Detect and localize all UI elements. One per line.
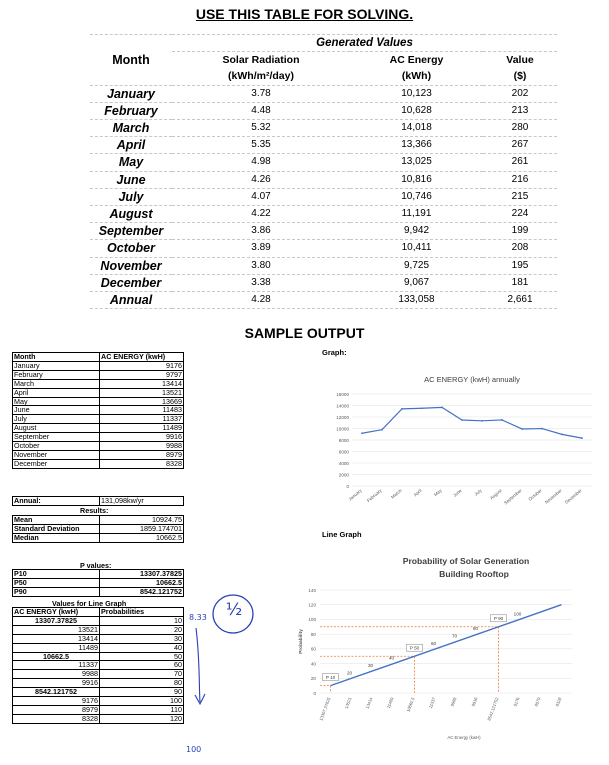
line-value-prob: 30 <box>100 634 184 643</box>
line-value-prob: 40 <box>100 643 184 652</box>
chart1-point <box>361 432 363 434</box>
pvalues-table <box>12 569 184 597</box>
pvalue-value: 10662.5 <box>100 578 184 587</box>
chart2-point-label: 100 <box>513 611 522 617</box>
solar-radiation-cell: 4.28 <box>172 292 350 309</box>
page-title: USE THIS TABLE FOR SOLVING. <box>195 6 414 22</box>
results-key: Standard Deviation <box>13 524 100 533</box>
chart1-point <box>541 428 543 430</box>
line-value-energy: 8328 <box>13 714 100 723</box>
results-value: 10662.5 <box>100 533 184 542</box>
value-cell: 2,661 <box>483 292 557 309</box>
month-cell: December <box>90 274 172 291</box>
chart2-ytick-label: 0 <box>313 690 316 696</box>
ac-energy-cell: 9,725 <box>350 257 483 274</box>
line-value-prob: 90 <box>100 688 184 697</box>
pvalue-value: 13307.37825 <box>100 570 184 579</box>
results-row <box>13 524 184 533</box>
month-cell: September <box>90 223 172 240</box>
line-value-prob: 60 <box>100 661 184 670</box>
chart2-xtick-label: 13307.37825 <box>318 696 332 722</box>
chart2-point-label: 80 <box>472 626 479 632</box>
line-value-energy: 10662.5 <box>13 652 100 661</box>
sample-month-cell: May <box>13 397 100 406</box>
chart1-title: AC ENERGY (kwH) annually <box>424 375 520 384</box>
sample-month-cell: March <box>13 379 100 388</box>
month-cell: October <box>90 240 172 257</box>
solar-radiation-cell: 3.86 <box>172 223 350 240</box>
ac-energy-cell: 13,366 <box>350 137 483 154</box>
sample-month-cell: October <box>13 442 100 451</box>
chart2-series-line <box>331 605 562 686</box>
value-cell: 181 <box>483 274 557 291</box>
chart1-point <box>401 408 403 410</box>
chart2-ytick-label: 120 <box>308 602 316 608</box>
chart1-xtick-label: October <box>527 487 543 502</box>
gen-table-row <box>90 274 557 291</box>
line-value-prob: 20 <box>100 625 184 634</box>
value-cell: 215 <box>483 188 557 205</box>
gen-table-row <box>90 137 557 154</box>
month-cell: January <box>90 85 172 102</box>
gen-table-row <box>90 206 557 223</box>
chart2-point-label: P 90 <box>493 615 504 621</box>
month-cell: Annual <box>90 292 172 309</box>
chart1-ytick-label: 8000 <box>338 437 349 443</box>
ac-energy-cell: 10,746 <box>350 188 483 205</box>
line-value-energy: 9176 <box>13 697 100 706</box>
line-value-energy: 8542.121752 <box>13 688 100 697</box>
chart2-xtick-label: 9988 <box>449 696 458 708</box>
chart2-ytick-label: 100 <box>308 617 316 623</box>
group-title: Generated Values <box>172 35 557 52</box>
pvalue-value: 8542.121752 <box>100 587 184 596</box>
chart1-ytick-label: 4000 <box>338 460 349 466</box>
chart2-point-label: P 50 <box>409 645 420 651</box>
handwritten-half: ½ <box>225 600 243 620</box>
sample-month-row <box>13 406 184 415</box>
line-value-row <box>13 625 184 634</box>
month-cell: November <box>90 257 172 274</box>
chart1-xtick-label: September <box>502 487 523 506</box>
sample-month-cell: June <box>13 406 100 415</box>
handwritten-note-100: 100 <box>186 745 202 754</box>
value-cell: 202 <box>483 85 557 102</box>
col-month-header: Month <box>90 35 172 86</box>
line-value-prob: 10 <box>100 616 184 625</box>
chart2-point-label: P 10 <box>325 674 336 680</box>
solar-radiation-cell: 3.80 <box>172 257 350 274</box>
chart2-ytick-label: 60 <box>310 646 316 652</box>
sample-month-cell: December <box>13 459 100 468</box>
ac-energy-cell: 10,123 <box>350 85 483 102</box>
solar-radiation-cell: 4.22 <box>172 206 350 223</box>
value-cell: 208 <box>483 240 557 257</box>
ac-energy-cell: 11,191 <box>350 206 483 223</box>
results-value: 1859.174701 <box>100 524 184 533</box>
chart2-ytick-label: 40 <box>310 661 316 667</box>
sample-month-row <box>13 415 184 424</box>
line-value-energy: 11337 <box>13 661 100 670</box>
sample-month-cell: January <box>13 361 100 370</box>
handwritten-note-833: 8.33 <box>189 613 207 622</box>
results-row <box>13 533 184 542</box>
sample-energy-cell: 13669 <box>100 397 184 406</box>
sample-output-title: SAMPLE OUTPUT <box>244 325 365 341</box>
chart2-point-label: 40 <box>388 655 395 661</box>
line-value-row <box>13 661 184 670</box>
ac-energy-cell: 10,816 <box>350 171 483 188</box>
col-sr-unit: (kWh/m²/day) <box>172 68 350 85</box>
generated-values-table <box>90 34 557 309</box>
chart2-xtick-label: 11337 <box>427 696 437 710</box>
solar-radiation-cell: 4.26 <box>172 171 350 188</box>
chart1-xtick-label: July <box>473 487 483 497</box>
results-value: 10924.75 <box>100 516 184 525</box>
value-cell: 213 <box>483 102 557 119</box>
chart2-xlabel: AC Energy (kwH) <box>447 735 481 740</box>
line-value-prob: 120 <box>100 714 184 723</box>
annual-label: Annual: <box>13 497 100 506</box>
sample-energy-cell: 8979 <box>100 450 184 459</box>
line-value-prob: 80 <box>100 679 184 688</box>
sample-month-cell: July <box>13 415 100 424</box>
gen-table-row <box>90 240 557 257</box>
gen-table-row <box>90 171 557 188</box>
sample-energy-cell: 13521 <box>100 388 184 397</box>
gen-table-row <box>90 154 557 171</box>
line-value-energy: 9916 <box>13 679 100 688</box>
line-value-energy: 13307.37825 <box>13 616 100 625</box>
col-ac-unit: (kWh) <box>350 68 483 85</box>
value-cell: 280 <box>483 120 557 137</box>
chart1-point <box>441 407 443 409</box>
chart2-ylabel: Probability <box>299 629 304 654</box>
pvalue-key: P10 <box>13 570 100 579</box>
gen-table-row <box>90 257 557 274</box>
ac-energy-cell: 133,058 <box>350 292 483 309</box>
sample-energy-cell: 9916 <box>100 433 184 442</box>
solar-radiation-cell: 3.78 <box>172 85 350 102</box>
chart1-xtick-label: June <box>452 487 463 498</box>
col-value-unit: ($) <box>483 68 557 85</box>
line-value-energy: 8979 <box>13 705 100 714</box>
ac-energy-cell: 9,067 <box>350 274 483 291</box>
chart1-xtick-label: November <box>543 487 563 505</box>
annual-table <box>12 496 184 506</box>
chart2-point-label: 20 <box>346 670 353 676</box>
solar-radiation-cell: 3.89 <box>172 240 350 257</box>
gen-table-row <box>90 292 557 309</box>
graph-label: Graph: <box>322 348 347 357</box>
ac-energy-annual-chart <box>330 366 600 516</box>
solar-radiation-cell: 4.48 <box>172 102 350 119</box>
ac-energy-cell: 13,025 <box>350 154 483 171</box>
chart1-xtick-label: May <box>433 487 443 498</box>
line-value-energy: 9988 <box>13 670 100 679</box>
chart2-xtick-label: 11489 <box>385 696 395 710</box>
pvalue-key: P90 <box>13 587 100 596</box>
lv-col-energy: AC ENERGY (kwH) <box>13 608 100 617</box>
chart1-point <box>581 437 583 439</box>
line-value-row <box>13 688 184 697</box>
sample-month-table <box>12 352 184 469</box>
chart2-point-label: 30 <box>367 662 374 668</box>
chart1-point <box>421 407 423 409</box>
value-cell: 216 <box>483 171 557 188</box>
chart2-title: Probability of Solar Generation <box>402 556 530 566</box>
sample-energy-cell: 11489 <box>100 424 184 433</box>
sample-energy-cell: 8328 <box>100 459 184 468</box>
chart1-ytick-label: 16000 <box>336 391 349 397</box>
chart1-series-line <box>362 407 582 438</box>
gen-table-row <box>90 223 557 240</box>
sample-month-cell: November <box>13 450 100 459</box>
month-cell: May <box>90 154 172 171</box>
chart1-xtick-label: April <box>412 487 423 498</box>
chart2-xtick-label: 8979 <box>533 696 542 708</box>
line-value-row <box>13 634 184 643</box>
chart1-xtick-label: December <box>563 487 583 505</box>
sample-col-energy: AC ENERGY (kwH) <box>100 353 184 362</box>
results-table <box>12 515 184 543</box>
pvalue-key: P50 <box>13 578 100 587</box>
solar-radiation-cell: 5.32 <box>172 120 350 137</box>
chart2-ytick-label: 140 <box>308 587 316 593</box>
chart1-xtick-label: March <box>390 487 403 500</box>
sample-energy-cell: 9797 <box>100 370 184 379</box>
chart2-xtick-label: 9176 <box>512 696 521 708</box>
line-value-prob: 110 <box>100 705 184 714</box>
probability-chart <box>292 546 584 746</box>
line-graph-label: Line Graph <box>322 530 362 539</box>
solar-radiation-cell: 3.38 <box>172 274 350 291</box>
ac-energy-cell: 9,942 <box>350 223 483 240</box>
chart1-point <box>561 433 563 435</box>
chart1-point <box>461 419 463 421</box>
chart1-xtick-label: February <box>365 487 383 504</box>
ac-energy-cell: 10,628 <box>350 102 483 119</box>
line-value-row <box>13 616 184 625</box>
chart2-point-label: 70 <box>451 633 458 639</box>
chart2-xtick-label: 13521 <box>343 696 353 710</box>
line-value-row <box>13 705 184 714</box>
ac-energy-cell: 10,411 <box>350 240 483 257</box>
lv-col-prob: Probabilities <box>100 608 184 617</box>
value-cell: 199 <box>483 223 557 240</box>
chart1-point <box>381 429 383 431</box>
pvalue-row <box>13 578 184 587</box>
line-values-table <box>12 607 184 724</box>
sample-month-row <box>13 388 184 397</box>
chart2-xtick-label: 8542.121752 <box>486 696 500 722</box>
annual-value: 131,098kw/yr <box>100 497 184 506</box>
line-value-prob: 100 <box>100 697 184 706</box>
chart2-ytick-label: 80 <box>310 631 316 637</box>
results-key: Mean <box>13 516 100 525</box>
sample-month-row <box>13 397 184 406</box>
sample-month-row <box>13 361 184 370</box>
line-value-energy: 11489 <box>13 643 100 652</box>
chart1-ytick-label: 0 <box>346 483 349 489</box>
pvalue-row <box>13 587 184 596</box>
value-cell: 195 <box>483 257 557 274</box>
sample-col-month: Month <box>13 353 100 362</box>
line-value-prob: 50 <box>100 652 184 661</box>
pvalues-label: P values: <box>80 561 112 570</box>
line-value-row <box>13 652 184 661</box>
sample-energy-cell: 13414 <box>100 379 184 388</box>
results-key: Median <box>13 533 100 542</box>
chart1-point <box>481 420 483 422</box>
chart1-ytick-label: 6000 <box>338 449 349 455</box>
sample-month-cell: February <box>13 370 100 379</box>
solar-radiation-cell: 4.07 <box>172 188 350 205</box>
col-value-header: Value <box>506 54 534 67</box>
sample-month-cell: April <box>13 388 100 397</box>
solar-radiation-cell: 4.98 <box>172 154 350 171</box>
chart2-xtick-label: 9916 <box>470 696 479 708</box>
line-value-row <box>13 714 184 723</box>
sample-month-row <box>13 379 184 388</box>
gen-table-row <box>90 102 557 119</box>
value-cell: 261 <box>483 154 557 171</box>
gen-table-row <box>90 188 557 205</box>
month-cell: February <box>90 102 172 119</box>
ac-energy-cell: 14,018 <box>350 120 483 137</box>
chart1-ytick-label: 12000 <box>336 414 349 420</box>
line-value-energy: 13414 <box>13 634 100 643</box>
sample-energy-cell: 9988 <box>100 442 184 451</box>
chart2-xtick-label: 8328 <box>554 696 563 708</box>
sample-month-row <box>13 459 184 468</box>
chart1-ytick-label: 2000 <box>338 472 349 478</box>
chart1-point <box>521 428 523 430</box>
month-cell: April <box>90 137 172 154</box>
chart1-ytick-label: 14000 <box>336 403 349 409</box>
value-cell: 224 <box>483 206 557 223</box>
chart1-xtick-label: August <box>488 487 503 501</box>
month-cell: August <box>90 206 172 223</box>
sample-month-cell: September <box>13 433 100 442</box>
gen-table-row <box>90 120 557 137</box>
col-sr-header: Solar Radiation <box>222 54 300 67</box>
gen-table-row <box>90 85 557 102</box>
line-value-row <box>13 670 184 679</box>
month-cell: July <box>90 188 172 205</box>
sample-month-row <box>13 370 184 379</box>
value-cell: 267 <box>483 137 557 154</box>
month-cell: March <box>90 120 172 137</box>
chart2-xtick-label: 10662.5 <box>405 696 416 713</box>
chart1-point <box>501 419 503 421</box>
chart1-ytick-label: 10000 <box>336 426 349 432</box>
line-value-row <box>13 697 184 706</box>
results-label: Results: <box>80 506 109 515</box>
line-values-label: Values for Line Graph <box>52 599 127 608</box>
chart2-ytick-label: 20 <box>310 676 316 682</box>
sample-energy-cell: 11337 <box>100 415 184 424</box>
col-ac-header: AC Energy <box>389 54 444 67</box>
line-value-energy: 13521 <box>13 625 100 634</box>
month-cell: June <box>90 171 172 188</box>
chart2-subtitle: Building Rooftop <box>439 569 509 579</box>
sample-month-cell: August <box>13 424 100 433</box>
sample-energy-cell: 11483 <box>100 406 184 415</box>
solar-radiation-cell: 5.35 <box>172 137 350 154</box>
sample-energy-cell: 9176 <box>100 361 184 370</box>
chart2-point-label: 60 <box>430 640 437 646</box>
chart2-xtick-label: 13414 <box>364 696 374 710</box>
chart1-xtick-label: January <box>347 487 363 502</box>
line-value-row <box>13 643 184 652</box>
line-value-prob: 70 <box>100 670 184 679</box>
